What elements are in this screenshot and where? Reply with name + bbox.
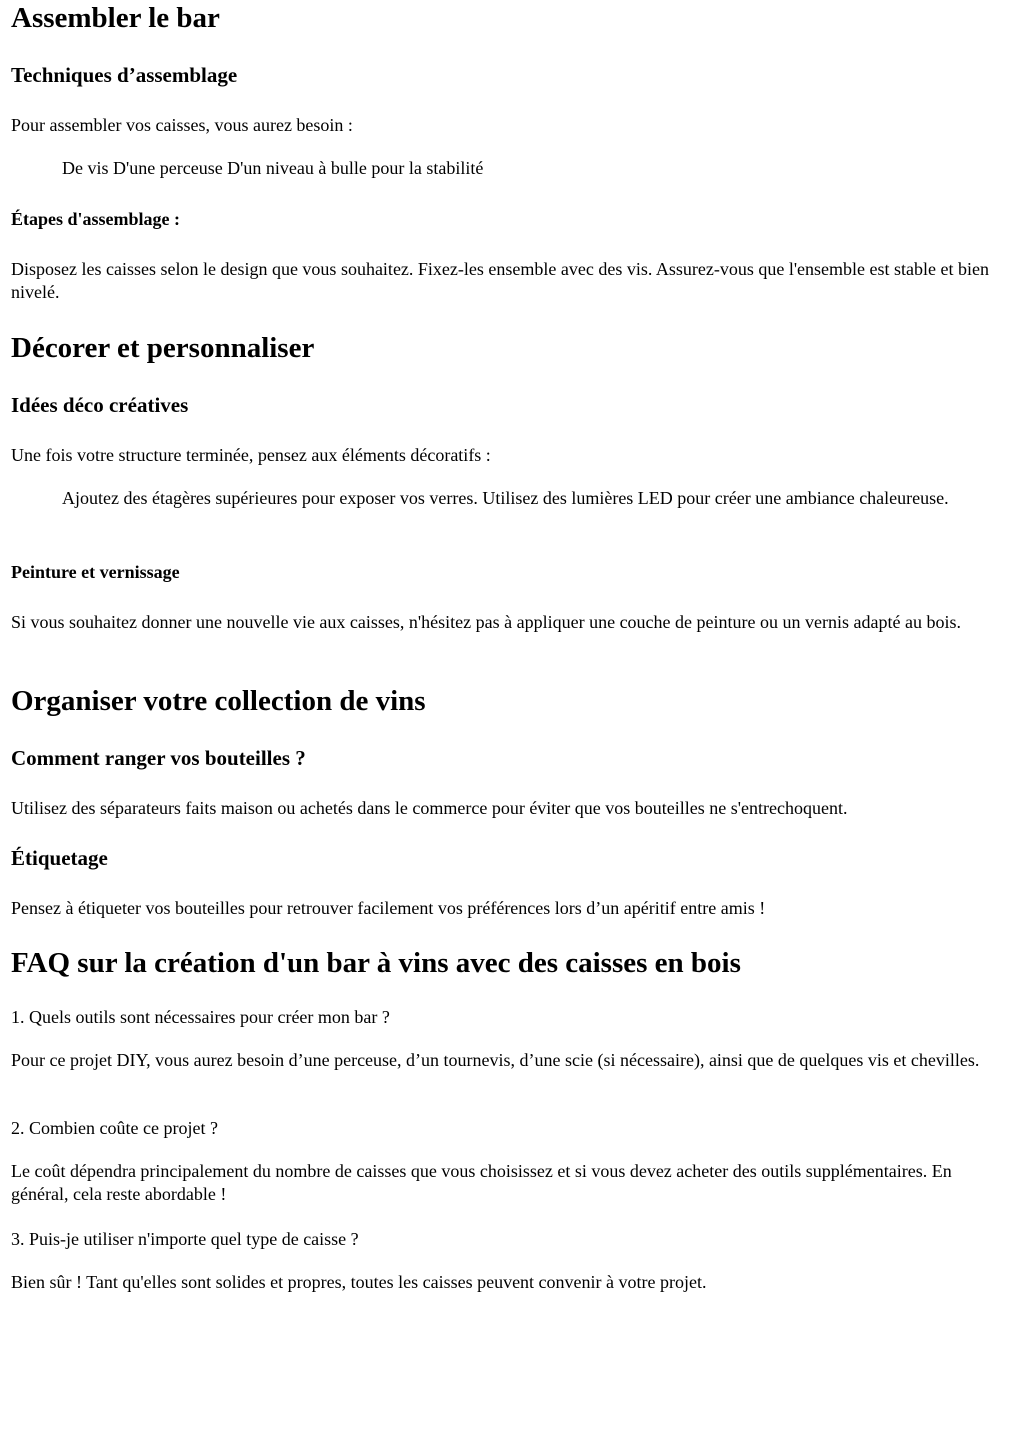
blockquote-ideas: Ajoutez des étagères supérieures pour exposer vos verres. Utilisez des lumières LED pour créer une ambiance chaleureuse. <box>62 488 949 508</box>
subsection-title-techniques: Techniques d’assemblage <box>11 63 238 87</box>
subsection-title-label: Étiquetage <box>11 846 108 870</box>
paragraph-paint: Si vous souhaitez donner une nouvelle vie aux caisses, n'hésitez pas à appliquer une couche de peinture ou un vernis adapté au bois. <box>11 612 961 632</box>
paragraph-decorer-intro: Une fois votre structure terminée, pensez aux éléments décoratifs : <box>11 445 491 465</box>
section-title-organiser: Organiser votre collection de vins <box>11 685 426 717</box>
section-title-faq: FAQ sur la création d'un bar à vins avec des caisses en bois <box>11 947 741 979</box>
faq-question: 2. Combien coûte ce projet ? <box>11 1118 218 1138</box>
paragraph-assembler-intro: Pour assembler vos caisses, vous aurez besoin : <box>11 115 353 135</box>
section-title-assembler: Assembler le bar <box>11 2 220 34</box>
faq-answer: Pour ce projet DIY, vous aurez besoin d’une perceuse, d’un tournevis, d’une scie (si nécessaire), ainsi que de quelques vis et chevilles. <box>11 1050 980 1070</box>
blockquote-tools: De vis D'une perceuse D'un niveau à bulle pour la stabilité <box>62 158 484 178</box>
subsection-title-steps: Étapes d'assemblage : <box>11 209 181 229</box>
faq-question: 3. Puis-je utiliser n'importe quel type de caisse ? <box>11 1229 359 1249</box>
faq-answer: Le coût dépendra principalement du nombre de caisses que vous choisissez et si vous devez acheter des outils supplémentaires. En général, cela reste abordable ! <box>11 1161 952 1204</box>
subsection-title-ideas: Idées déco créatives <box>11 393 189 417</box>
faq-answer: Bien sûr ! Tant qu'elles sont solides et propres, toutes les caisses peuvent convenir à votre projet. <box>11 1272 707 1292</box>
subsection-title-paint: Peinture et vernissage <box>11 562 180 582</box>
faq-question: 1. Quels outils sont nécessaires pour créer mon bar ? <box>11 1007 390 1027</box>
section-title-decorer: Décorer et personnaliser <box>11 332 315 364</box>
paragraph-label: Pensez à étiqueter vos bouteilles pour retrouver facilement vos préférences lors d’un apéritif entre amis ! <box>11 898 766 918</box>
paragraph-steps: Disposez les caisses selon le design que vous souhaitez. Fixez-les ensemble avec des vis. Assurez-vous que l'ensemble est stable et bien nivelé. <box>11 259 989 302</box>
subsection-title-storage: Comment ranger vos bouteilles ? <box>11 746 306 770</box>
paragraph-storage: Utilisez des séparateurs faits maison ou achetés dans le commerce pour éviter que vos bouteilles ne s'entrechoquent. <box>11 798 848 818</box>
